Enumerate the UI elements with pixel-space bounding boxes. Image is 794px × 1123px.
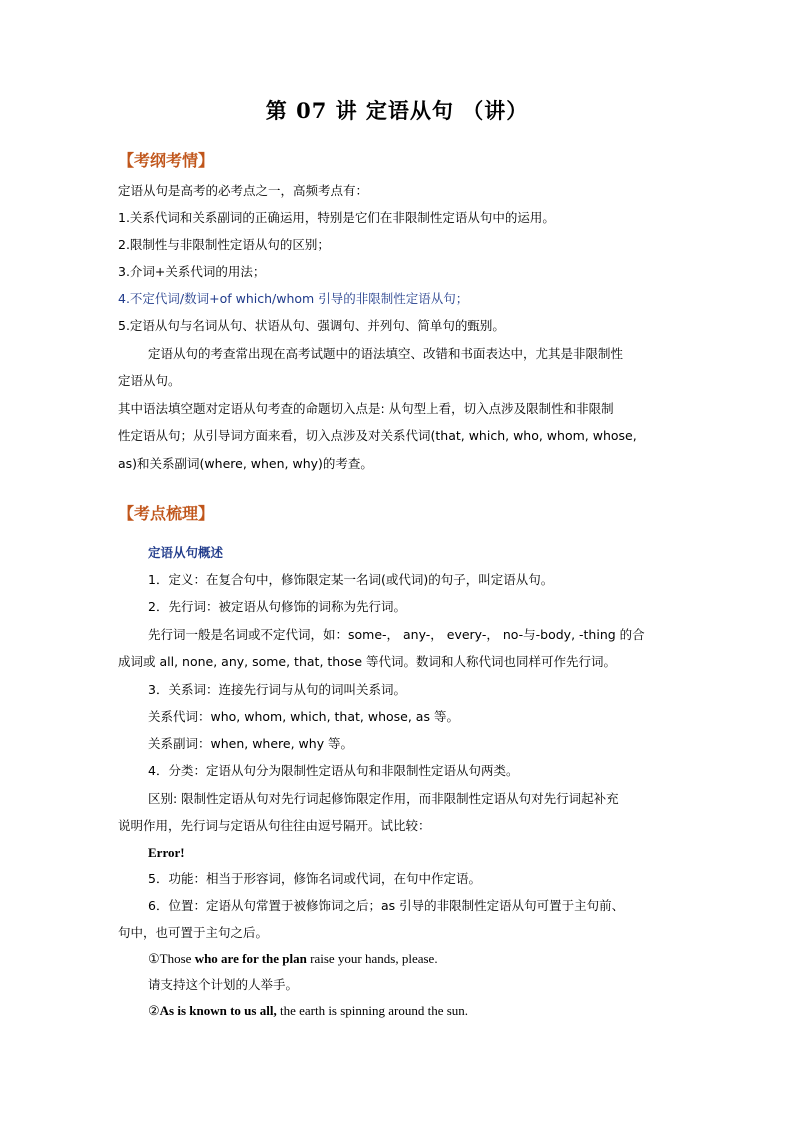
- paragraph-line: 4.不定代词/数词+of which/whom 引导的非限制性定语从句；: [118, 291, 469, 306]
- paragraph-line: 成词或 all, none, any, some, that, those 等代词。数词和人称代词也同样可作先行词。: [118, 654, 617, 669]
- paragraph-line: 5.定语从句与名词从句、状语从句、强调句、并列句、简单句的甄别。: [118, 318, 505, 333]
- paragraph-line: 3.介词+关系代词的用法；: [118, 264, 266, 279]
- paragraph-line: 2．先行词：被定语从句修饰的词称为先行词。: [148, 599, 406, 614]
- example-text: Those: [159, 951, 195, 966]
- section-heading-key-points: 【考点梳理】: [118, 504, 215, 523]
- paragraph-line: 定语从句。: [118, 373, 181, 388]
- subheading: 定语从句概述: [148, 545, 224, 560]
- paragraph-line: 性定语从句；从引导词方面来看，切入点涉及对关系代词(that, which, who, whom, whose,: [118, 428, 637, 443]
- example-text: raise your hands, please.: [306, 951, 438, 966]
- error-text: Error!: [148, 845, 185, 860]
- example-clause: As is known to us all,: [159, 1003, 277, 1018]
- example-sentence-1: [148, 946, 678, 972]
- paragraph-line: 区别: 限制性定语从句对先行词起修饰限定作用，而非限制性定语从句对先行词起补充: [148, 791, 619, 806]
- paragraph-line: 4．分类：定语从句分为限制性定语从句和非限制性定语从句两类。: [148, 763, 519, 778]
- paragraph-line: 6．位置：定语从句常置于被修饰词之后；as 引导的非限制性定语从句可置于主句前、: [148, 898, 625, 913]
- example-sentence-2: [148, 998, 678, 1024]
- paragraph-line: 5．功能：相当于形容词，修饰名词或代词，在句中作定语。: [148, 871, 481, 886]
- example-clause: who are for the plan: [194, 951, 307, 966]
- example-number: ②: [148, 1003, 160, 1018]
- paragraph-line: 先行词一般是名词或不定代词，如：some-， any-， every-， no-与-body, -thing 的合: [148, 627, 645, 642]
- paragraph-line: 其中语法填空题对定语从句考查的命题切入点是: 从句型上看，切入点涉及限制性和非限制: [118, 401, 614, 416]
- paragraph-line: 关系代词：who, whom, which, that, whose, as 等。: [148, 709, 459, 724]
- section-heading-exam-outline: 【考纲考情】: [118, 151, 215, 170]
- paragraph-line: 说明作用，先行词与定语从句往往由逗号隔开。试比较：: [118, 818, 431, 833]
- example-number: ①: [148, 951, 160, 966]
- paragraph-line: 关系副词：when, where, why 等。: [148, 736, 354, 751]
- paragraph-line: 句中，也可置于主句之后。: [118, 925, 269, 940]
- paragraph-line: 定语从句是高考的必考点之一，高频考点有：: [118, 183, 369, 198]
- paragraph-line: 定语从句的考查常出现在高考试题中的语法填空、改错和书面表达中，尤其是非限制性: [148, 346, 624, 361]
- page-title: 第 07 讲 定语从句 （讲）: [265, 98, 529, 123]
- paragraph-line: as)和关系副词(where, when, why)的考查。: [118, 456, 373, 471]
- example-translation-1: 请支持这个计划的人举手。: [148, 977, 299, 992]
- paragraph-line: 1．定义：在复合句中，修饰限定某一名词(或代词)的句子，叫定语从句。: [148, 572, 554, 587]
- paragraph-line: 1.关系代词和关系副词的正确运用，特别是它们在非限制性定语从句中的运用。: [118, 210, 555, 225]
- example-text: the earth is spinning around the sun.: [276, 1003, 469, 1018]
- paragraph-line: 3．关系词：连接先行词与从句的词叫关系词。: [148, 682, 406, 697]
- paragraph-line: 2.限制性与非限制性定语从句的区别；: [118, 237, 330, 252]
